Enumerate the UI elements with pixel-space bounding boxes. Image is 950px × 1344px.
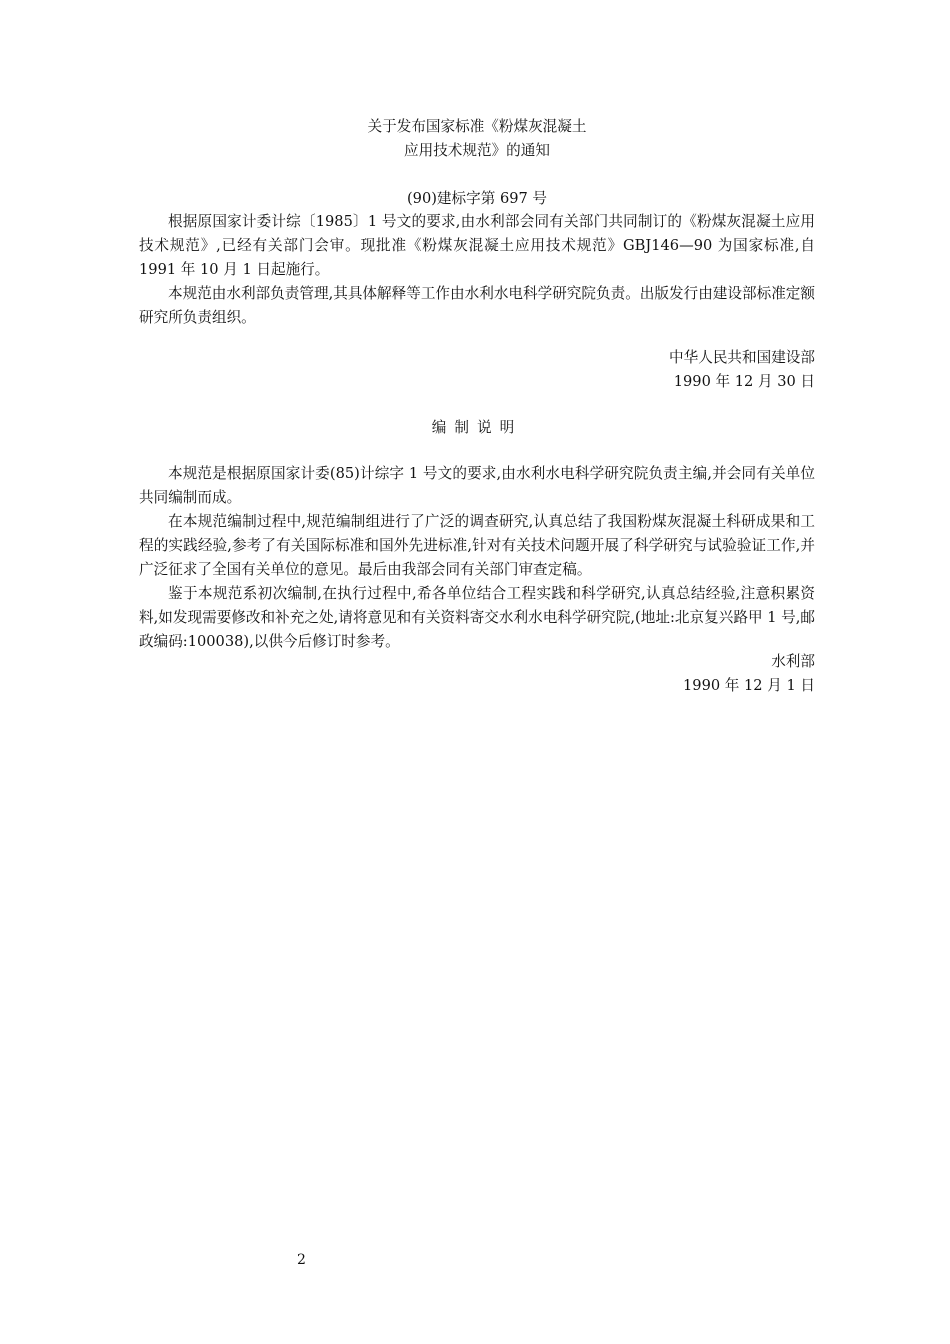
notice-title	[139, 115, 815, 163]
notice-date: 1990 年 12 月 30 日	[673, 373, 815, 390]
page-number: 2	[297, 1252, 306, 1268]
document-number: (90)建标字第 697 号	[406, 190, 548, 207]
explanation-signature	[139, 650, 815, 698]
notice-paragraph: 根据原国家计委计综〔1985〕1 号文的要求,由水利部会同有关部门共同制订的《粉煤灰混凝土应用技术规范》,已经有关部门会审。现批准《粉煤灰混凝土应用技术规范》GBJ146—90 为国家标准,自 1991 年 10 月 1 日起施行。	[139, 213, 815, 278]
explanation-paragraph: 在本规范编制过程中,规范编制组进行了广泛的调查研究,认真总结了我国粉煤灰混凝土科研成果和工程的实践经验,参考了有关国际标准和国外先进标准,针对有关技术问题开展了科学研究与试验验证工作,并广泛征求了全国有关单位的意见。最后由我部会同有关部门审查定稿。	[139, 513, 815, 578]
notice-body	[139, 210, 815, 330]
notice-title-line-2: 应用技术规范》的通知	[404, 142, 550, 159]
section-heading: 编制说明	[431, 419, 523, 436]
notice-signature	[139, 346, 815, 394]
explanation-body	[139, 462, 815, 654]
notice-issuer: 中华人民共和国建设部	[669, 349, 815, 366]
explanation-issuer: 水利部	[771, 653, 815, 670]
explanation-paragraph: 本规范是根据原国家计委(85)计综字 1 号文的要求,由水利水电科学研究院负责主编,并会同有关单位共同编制而成。	[139, 465, 815, 506]
explanation-paragraph: 鉴于本规范系初次编制,在执行过程中,希各单位结合工程实践和科学研究,认真总结经验,注意积累资料,如发现需要修改和补充之处,请将意见和有关资料寄交水利水电科学研究院,(地址:北京复兴路甲 1 号,邮政编码:100038),以供今后修订时参考。	[139, 585, 815, 650]
notice-title-line-1: 关于发布国家标准《粉煤灰混凝土	[367, 118, 587, 135]
notice-paragraph: 本规范由水利部负责管理,其具体解释等工作由水利水电科学研究院负责。出版发行由建设部标准定额研究所负责组织。	[139, 285, 815, 326]
explanation-date: 1990 年 12 月 1 日	[683, 677, 815, 694]
